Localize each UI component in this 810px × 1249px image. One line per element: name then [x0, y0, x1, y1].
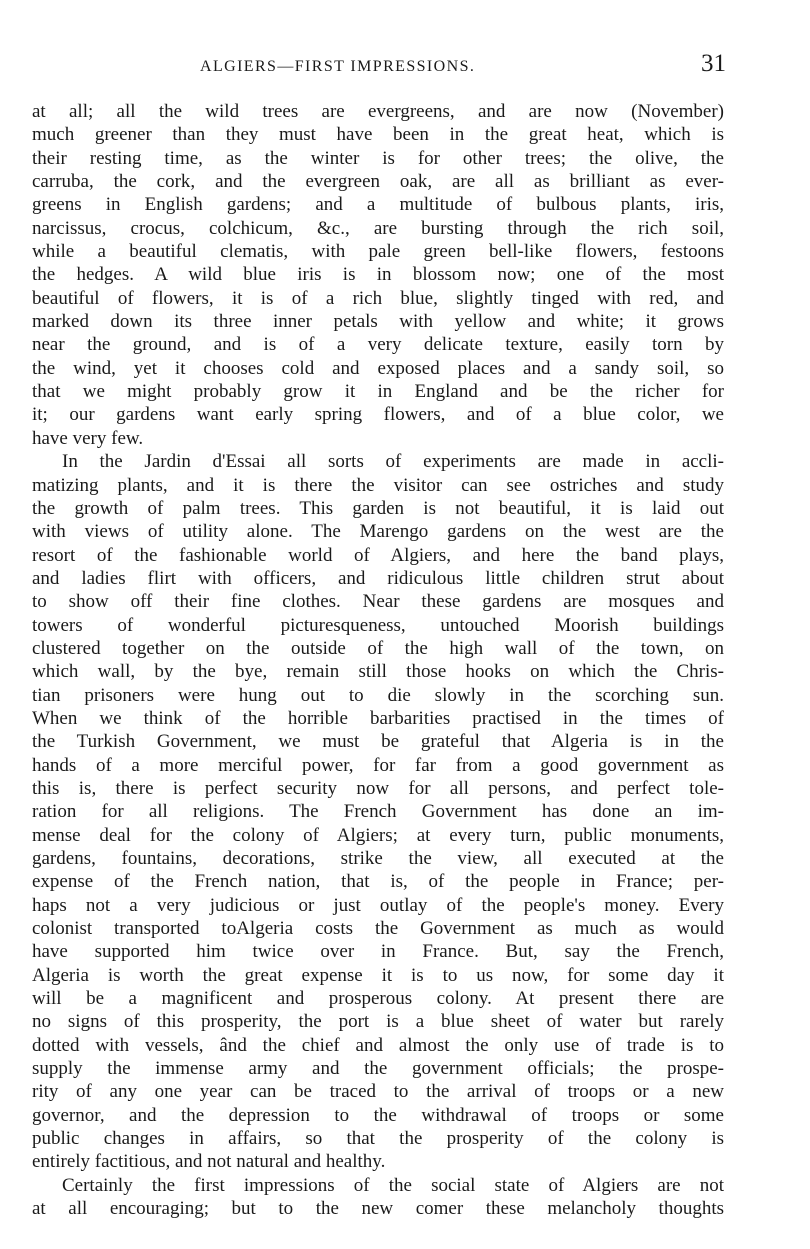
text-line: rity of any one year can be traced to the arrival of troops or a new	[32, 1081, 724, 1103]
text-line: matizing plants, and it is there the visitor can see ostriches and study	[32, 474, 724, 496]
text-line: that we might probably grow it in England and be the richer for	[32, 381, 724, 403]
text-line: the growth of palm trees. This garden is not beautiful, it is laid out	[32, 497, 724, 519]
text-line: much greener than they must have been in the great heat, which is	[32, 124, 724, 146]
text-line: public changes in affairs, so that the prosperity of the colony is	[32, 1128, 724, 1150]
text-line: and ladies flirt with officers, and ridiculous little children strut about	[32, 567, 724, 589]
text-line: greens in English gardens; and a multitude of bulbous plants, iris,	[32, 194, 724, 216]
text-line: colonist transported toAlgeria costs the Government as much as would	[32, 918, 724, 940]
text-line: the wind, yet it chooses cold and exposed places and a sandy soil, so	[32, 357, 724, 379]
text-line: dotted with vessels, ând the chief and almost the only use of trade is to	[32, 1034, 724, 1056]
text-line: which wall, by the bye, remain still those hooks on which the Chris-	[32, 661, 724, 683]
text-line: will be a magnificent and prosperous colony. At present there are	[32, 988, 724, 1010]
text-line: while a beautiful clematis, with pale green bell-like flowers, festoons	[32, 241, 724, 263]
text-line: the Turkish Government, we must be grateful that Algeria is in the	[32, 731, 724, 753]
text-line: gardens, fountains, decorations, strike the view, all executed at the	[32, 848, 724, 869]
text-line: expense of the French nation, that is, of the people in France; per-	[32, 871, 724, 893]
text-line: Algeria is worth the great expense it is to us now, for some day it	[32, 964, 724, 986]
text-line: towers of wonderful picturesqueness, untouched Moorish buildings	[32, 614, 724, 636]
text-line: supply the immense army and the government officials; the prospe-	[32, 1058, 724, 1080]
text-line: ration for all religions. The French Government has done an im-	[32, 801, 724, 823]
text-line: at all; all the wild trees are evergreens, and are now (November)	[32, 101, 724, 122]
paragraph-last-line: entirely factitious, and not natural and healthy.	[32, 1151, 386, 1173]
text-line: with views of utility alone. The Marengo gardens on the west are the	[32, 521, 724, 543]
text-line: haps not a very judicious or just outlay of the people's money. Every	[32, 894, 724, 916]
page-number: 31	[701, 50, 726, 77]
text-line: beautiful of flowers, it is of a rich blue, slightly tinged with red, and	[32, 287, 724, 309]
text-line: this is, there is perfect security now for all persons, and perfect tole-	[32, 777, 724, 799]
text-line: their resting time, as the winter is for other trees; the olive, the	[32, 147, 724, 169]
text-line: clustered together on the outside of the high wall of the town, on	[32, 637, 724, 659]
text-line: the hedges. A wild blue iris is in blossom now; one of the most	[32, 264, 724, 286]
text-line: When we think of the horrible barbarities practised in the times of	[32, 707, 724, 729]
text-line: tian prisoners were hung out to die slowly in the scorching sun.	[32, 684, 724, 706]
text-line: carruba, the cork, and the evergreen oak, are all as brilliant as ever-	[32, 171, 724, 193]
text-line: no signs of this prosperity, the port is a blue sheet of water but rarely	[32, 1011, 724, 1033]
running-title: ALGIERS—FIRST IMPRESSIONS.	[200, 58, 476, 75]
text-line: mense deal for the colony of Algiers; at every turn, public monuments,	[32, 824, 724, 846]
running-head	[30, 50, 730, 80]
paragraph-last-line: have very few.	[32, 427, 144, 449]
text-line: resort of the fashionable world of Algiers, and here the band plays,	[32, 544, 724, 566]
text-line: narcissus, crocus, colchicum, &c., are bursting through the rich soil,	[32, 217, 724, 239]
paragraph-first-line: Certainly the first impressions of the social state of Algiers are not	[62, 1174, 724, 1196]
text-line: it; our gardens want early spring flowers, and of a blue color, we	[32, 404, 724, 426]
text-line: marked down its three inner petals with yellow and white; it grows	[32, 311, 724, 333]
body-text	[32, 100, 724, 1221]
text-line: governor, and the depression to the withdrawal of troops or some	[32, 1104, 724, 1126]
text-line: have supported him twice over in France. But, say the French,	[32, 941, 724, 963]
paragraph-first-line: In the Jardin d'Essai all sorts of experiments are made in accli-	[62, 451, 724, 473]
text-line: hands of a more merciful power, for far from a good government as	[32, 754, 724, 776]
text-line: at all encouraging; but to the new comer these melancholy thoughts	[32, 1198, 724, 1220]
text-line: to show off their fine clothes. Near these gardens are mosques and	[32, 591, 724, 613]
text-line: near the ground, and is of a very delicate texture, easily torn by	[32, 334, 724, 356]
